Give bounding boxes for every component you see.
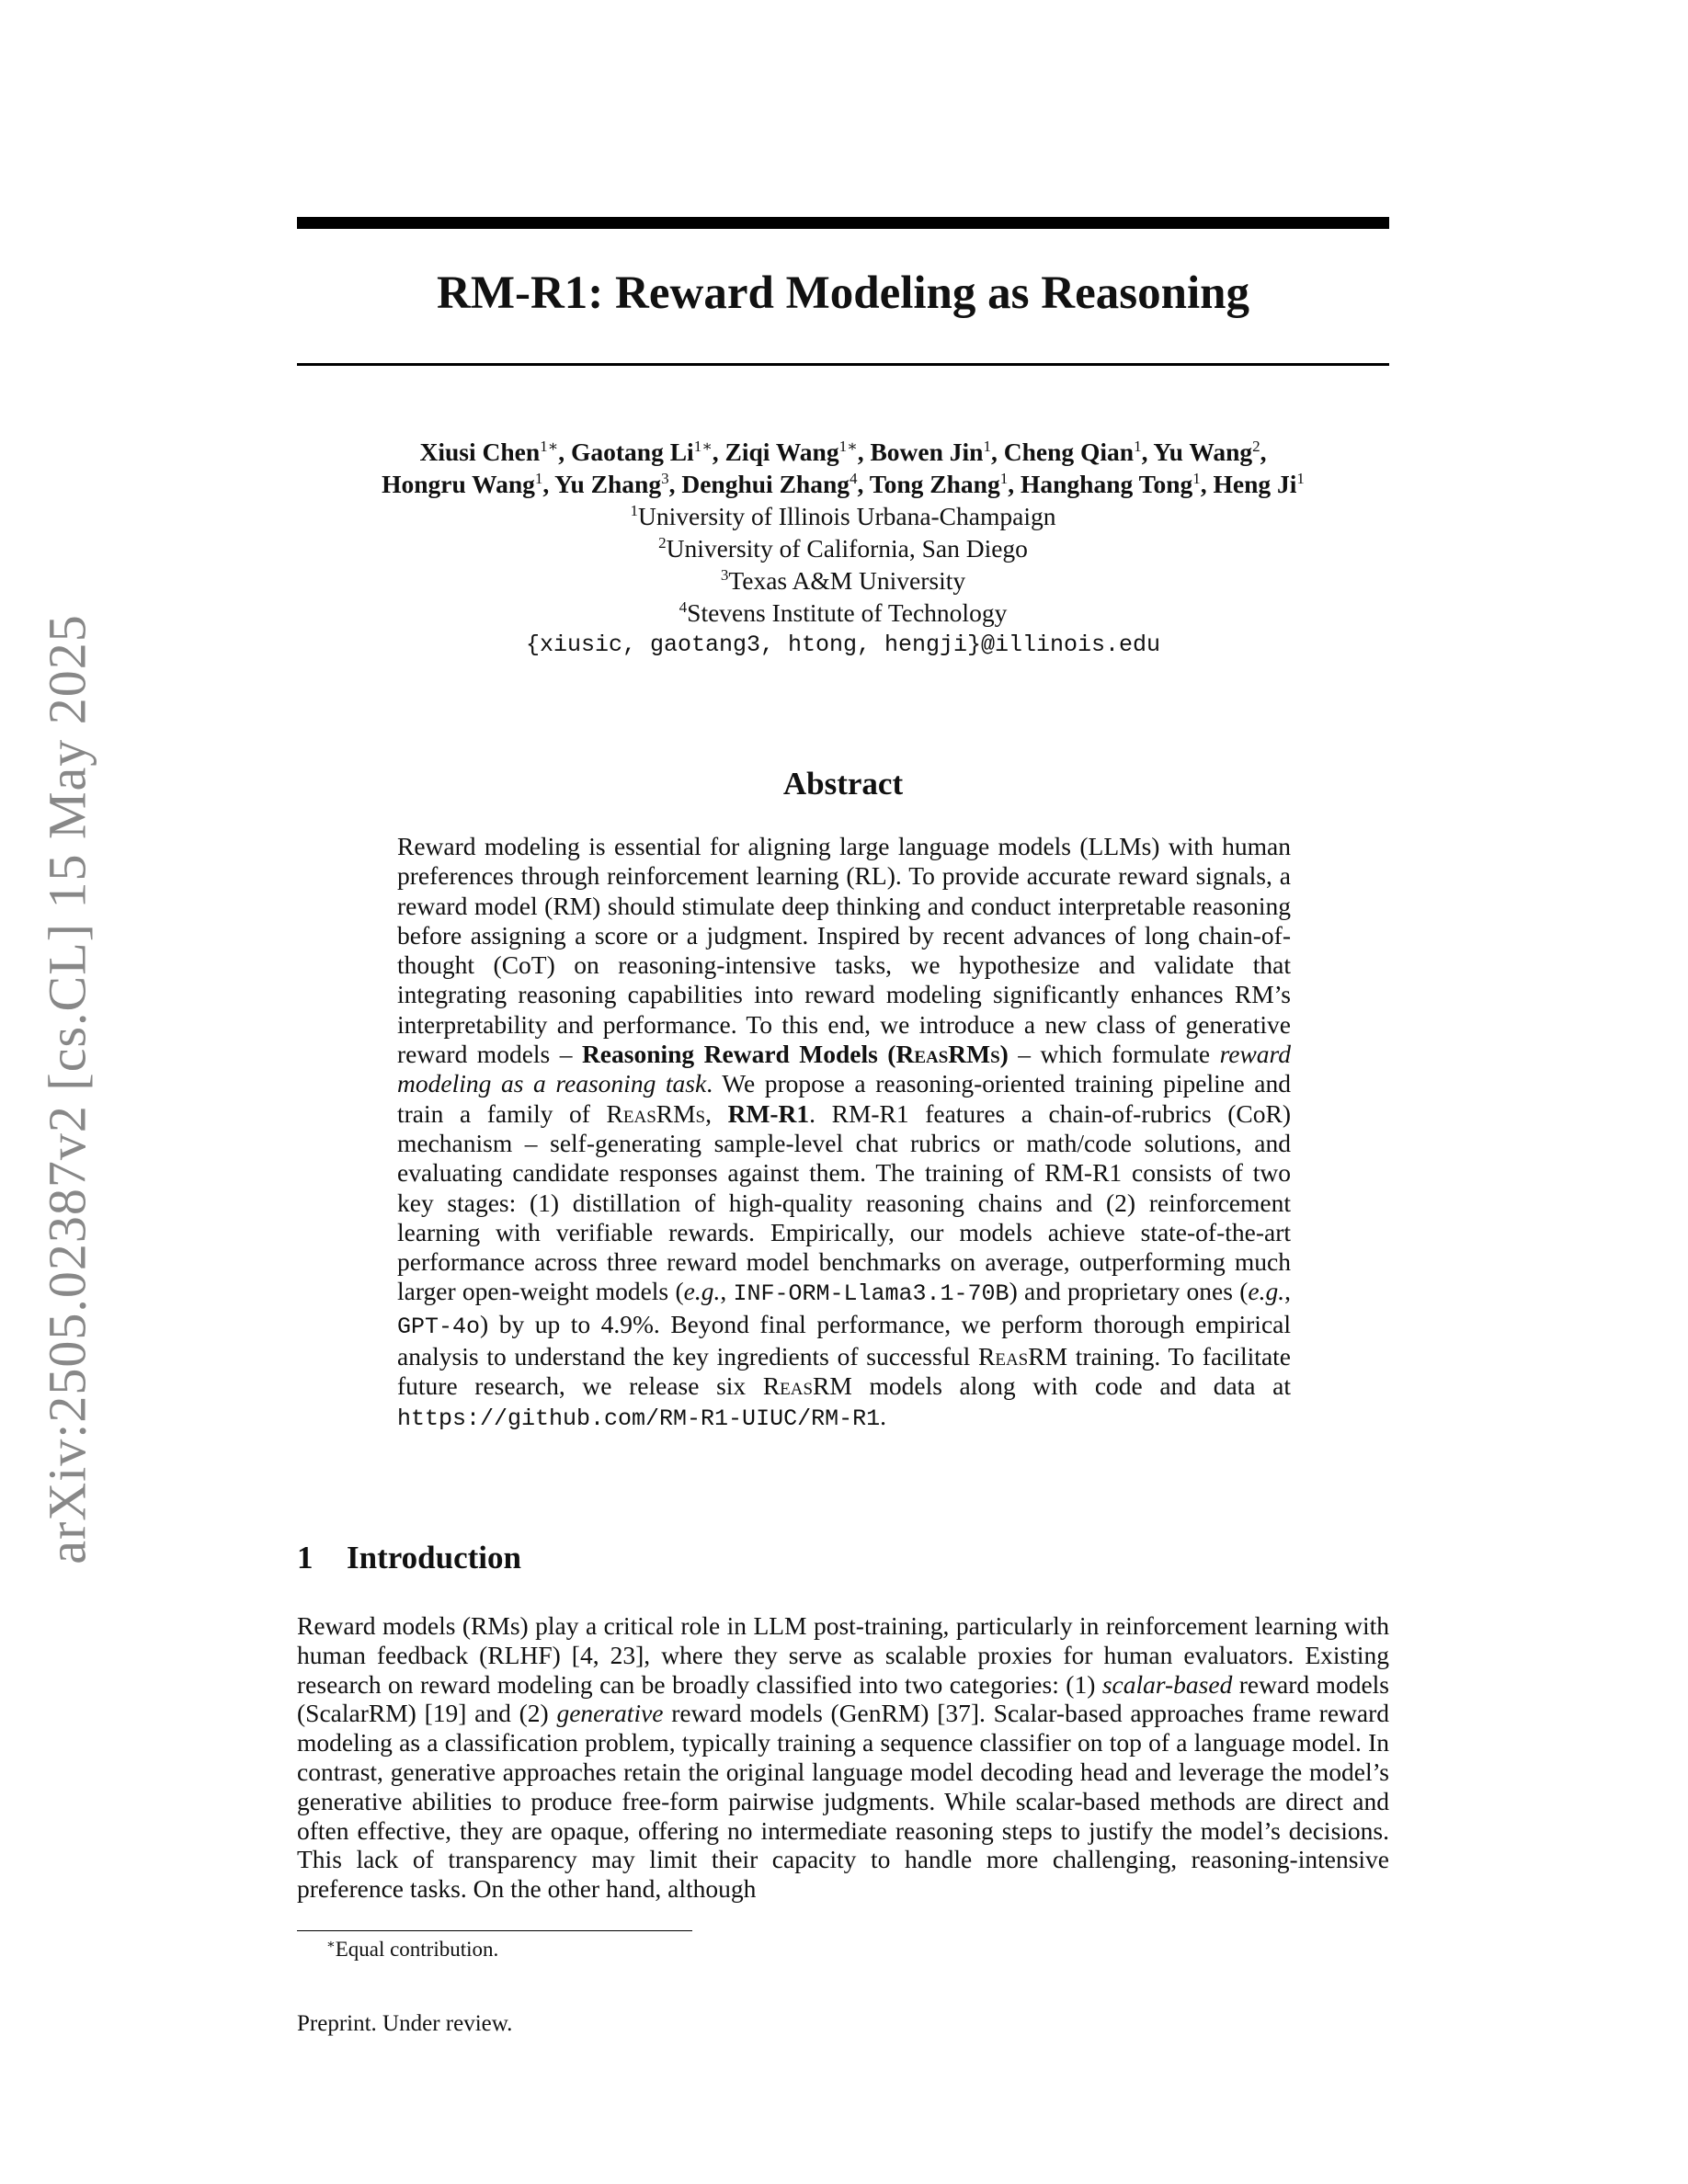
arxiv-id-text: arXiv:2505.02387v2 [cs.CL] 15 May 2025 xyxy=(37,614,97,1564)
author-block xyxy=(297,436,1389,661)
author-affil-mark: 1∗ xyxy=(540,437,559,455)
introduction-body: Reward models (RMs) play a critical role in LLM post-training, particularly in reinforcement learning with human feedback (RLHF) [4, 23], where they serve as scalable proxies for human evaluators. Existing research on reward modeling can be broadly classified into two categories: (1) scalar-based reward models (ScalarRM) [19] and (2) generative reward models (GenRM) [37]. Scalar-based approaches frame reward modeling as a classification problem, typically training a sequence classifier on top of a language model. In contrast, generative approaches retain the original language model decoding head and leverage the model’s generative abilities to produce free-form pairwise judgments. While scalar-based methods are direct and often effective, they are opaque, offering no intermediate reasoning steps to justify the model’s decisions. This lack of transparency may limit their capacity to handle more challenging, reasoning-intensive preference tasks. On the other hand, although xyxy=(297,1611,1389,1904)
author-name: Yu Wang xyxy=(1153,438,1253,466)
contact-email: {xiusic, gaotang3, htong, hengji}@illinois.edu xyxy=(525,631,1161,658)
author-affil-mark: 2 xyxy=(1252,437,1260,455)
author-affil-mark: 1 xyxy=(534,469,543,487)
footnote: ∗Equal contribution. xyxy=(326,1937,499,1961)
author-affil-mark: 1∗ xyxy=(838,437,858,455)
author-name: Cheng Qian xyxy=(1003,438,1135,466)
repo-link[interactable]: https://github.com/RM-R1-UIUC/RM-R1 xyxy=(397,1405,881,1432)
author-name: Heng Ji xyxy=(1213,470,1297,498)
footnote-rule xyxy=(297,1930,692,1931)
author-line-2: Hongru Wang$^1$, Yu Zhang$^3$, Denghui Zhang$^4$, Tong Zhang$^1$, Hanghang Tong$^1$, Heng Ji$^1$ xyxy=(382,469,1305,498)
affiliation: $^4$Stevens Institute of Technology xyxy=(679,597,1008,627)
author-name: Hanghang Tong xyxy=(1020,470,1193,498)
paper-title: RM-R1: Reward Modeling as Reasoning xyxy=(437,267,1249,319)
author-affil-mark: 1 xyxy=(1296,469,1305,487)
abstract-body: Reward modeling is essential for aligning large language models (LLMs) with human preferences through reinforcement learning (RL). To provide accurate reward signals, a reward model (RM) should stimulate deep thinking and conduct interpretable reasoning before assigning a score or a judgment. Inspired by recent advances of long chain-of-thought (CoT) on reasoning-intensive tasks, we hypothesize and validate that integrating reasoning capabilities into reward modeling significantly enhances RM’s interpretability and performance. To this end, we introduce a new class of generative reward models – Reasoning Reward Models (ReasRMs) – which formulate reward modeling as a reasoning task. We propose a reasoning-oriented training pipeline and train a family of ReasRMs, RM-R1. RM-R1 features a chain-of-rubrics (CoR) mechanism – self-generating sample-level chat rubrics or math/code solutions, and evaluating candidate responses against them. The training of RM-R1 consists of two key stages: (1) distillation of high-quality reasoning chains and (2) reinforcement learning with verifiable rewards. Empirically, our models achieve state-of-the-art performance across three reward model benchmarks on average, outperforming much larger open-weight models (e.g., INF-ORM-Llama3.1-70B) and proprietary ones (e.g., GPT-4o) by up to 4.9%. Beyond final performance, we perform thorough empirical analysis to understand the key ingredients of successful ReasRM training. To facilitate future research, we release six ReasRM models along with code and data at https://github.com/RM-R1-UIUC/RM-R1. xyxy=(397,832,1292,1432)
author-name: Denghui Zhang xyxy=(681,470,850,498)
author-name: Tong Zhang xyxy=(869,470,1000,498)
model-name: INF-ORM-Llama3.1-70B xyxy=(733,1280,1009,1308)
preprint-notice: Preprint. Under review. xyxy=(297,2011,513,2036)
author-affil-mark: 1∗ xyxy=(693,437,713,455)
author-name: Gaotang Li xyxy=(570,438,694,466)
author-affil-mark: 3 xyxy=(661,469,669,487)
bold-term: RM-R1 xyxy=(727,1098,810,1128)
section-heading-introduction: 1 Introduction xyxy=(297,1540,521,1575)
author-affil-mark: 4 xyxy=(850,469,858,487)
author-name: Hongru Wang xyxy=(382,470,535,498)
author-name: Ziqi Wang xyxy=(724,438,839,466)
title-top-rule xyxy=(297,217,1389,229)
author-name: Yu Zhang xyxy=(554,470,662,498)
arxiv-sidebar-stamp xyxy=(35,602,99,1576)
author-name: Xiusi Chen xyxy=(419,438,541,466)
author-affil-mark: 1 xyxy=(983,437,991,455)
author-name: Bowen Jin xyxy=(870,438,984,466)
italic-phrase: reward modeling as a reasoning task xyxy=(397,1040,1291,1098)
model-name: GPT-4o xyxy=(397,1313,481,1340)
affiliation: $^3$Texas A&M University xyxy=(720,565,966,595)
affiliation: $^2$University of California, San Diego xyxy=(658,533,1028,563)
bold-term: Reasoning Reward Models (ReasRMs) xyxy=(581,1040,1009,1069)
title-bottom-rule xyxy=(297,363,1389,366)
author-affil-mark: 1 xyxy=(999,469,1009,487)
author-affil-mark: 1 xyxy=(1134,437,1142,455)
author-line-1: Xiusi Chen$^{1∗}$, Gaotang $Li^{1∗}$, Ziqi Wang$^{1∗}$, Bowen Jin$^1$, Cheng Qian$^1$, Yu Wang$^2$, xyxy=(419,437,1267,466)
abstract-heading: Abstract xyxy=(782,766,904,802)
affiliation: $^1$University of Illinois Urbana-Champaign xyxy=(630,501,1056,530)
author-affil-mark: 1 xyxy=(1192,469,1201,487)
